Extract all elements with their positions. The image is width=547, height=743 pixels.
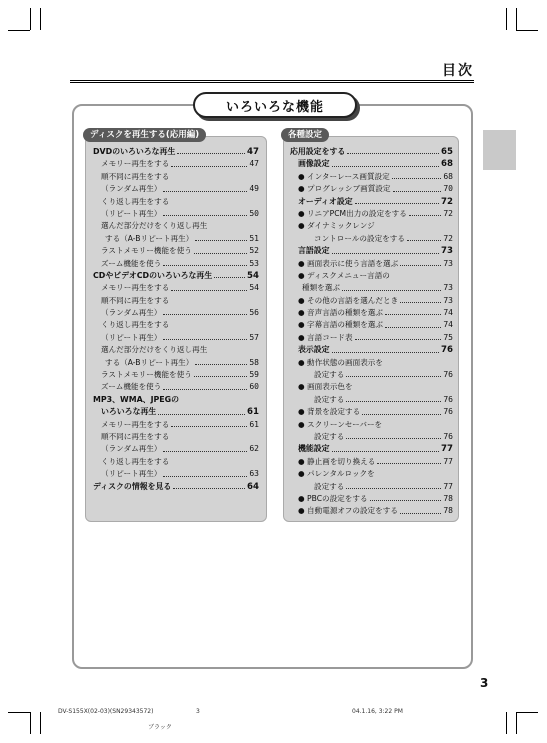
toc-entry-text: 言語設定 bbox=[298, 246, 330, 256]
toc-entry bbox=[290, 357, 453, 369]
toc-leader-dots bbox=[332, 443, 439, 451]
toc-leader-dots bbox=[171, 295, 257, 303]
toc-entry-text: CDやビデオCDのいろいろな再生 bbox=[93, 270, 213, 280]
toc-entry bbox=[93, 406, 259, 418]
crop-mark bbox=[40, 712, 41, 734]
toc-entry-text: ● 字幕言語の種類を選ぶ bbox=[298, 320, 383, 330]
right-section-tag: 各種設定 bbox=[281, 128, 329, 142]
page-number: 3 bbox=[480, 676, 489, 690]
toc-leader-dots bbox=[163, 258, 247, 266]
toc-leader-dots bbox=[194, 369, 248, 377]
toc-entry-page: 77 bbox=[441, 444, 453, 455]
toc-leader-dots bbox=[214, 270, 245, 278]
toc-entry-page: 73 bbox=[443, 295, 453, 305]
toc-entry-page: 52 bbox=[249, 246, 259, 256]
toc-leader-dots bbox=[209, 220, 257, 228]
toc-entry-page: 68 bbox=[441, 159, 453, 170]
toc-entry-page: 76 bbox=[441, 345, 453, 356]
toc-entry bbox=[93, 220, 259, 232]
toc-entry bbox=[290, 208, 453, 220]
toc-leader-dots bbox=[171, 319, 257, 327]
toc-leader-dots bbox=[158, 406, 245, 414]
toc-entry-text: ● 音声言語の種類を選ぶ bbox=[298, 308, 383, 318]
toc-entry-page: 57 bbox=[249, 332, 259, 342]
toc-leader-dots bbox=[195, 357, 247, 365]
toc-entry-text: 表示設定 bbox=[298, 345, 330, 355]
toc-entry-page: 61 bbox=[247, 407, 259, 418]
toc-entry bbox=[290, 319, 453, 331]
toc-leader-dots bbox=[346, 431, 441, 439]
toc-leader-dots bbox=[355, 381, 451, 389]
toc-entry bbox=[290, 146, 453, 158]
footer-sheet: 3 bbox=[196, 708, 200, 715]
toc-entry bbox=[290, 171, 453, 183]
toc-entry-page: 54 bbox=[247, 270, 259, 281]
toc-entry bbox=[93, 295, 259, 307]
toc-entry bbox=[290, 307, 453, 319]
toc-entry-page: 73 bbox=[443, 283, 453, 293]
toc-leader-dots bbox=[171, 431, 257, 439]
toc-entry-text: メモリー再生をする bbox=[101, 283, 170, 293]
toc-entry-page: 62 bbox=[249, 444, 259, 454]
toc-entry-text: ラストメモリー機能を使う bbox=[101, 246, 192, 256]
toc-leader-dots bbox=[163, 443, 247, 451]
toc-leader-dots bbox=[332, 344, 439, 352]
toc-entry-page: 77 bbox=[443, 456, 453, 466]
toc-entry bbox=[290, 369, 453, 381]
toc-leader-dots bbox=[342, 282, 441, 290]
toc-entry bbox=[93, 282, 259, 294]
crop-mark bbox=[506, 8, 507, 30]
toc-entry-page: 70 bbox=[443, 184, 453, 194]
toc-leader-dots bbox=[209, 344, 257, 352]
toc-leader-dots bbox=[393, 183, 442, 191]
toc-leader-dots bbox=[392, 270, 451, 278]
toc-entry-text: くり返し再生をする bbox=[101, 320, 170, 330]
toc-entry-text: ラストメモリー機能を使う bbox=[101, 370, 192, 380]
toc-entry-text: ● ディスクメニュー言語の bbox=[298, 270, 390, 280]
toc-entry bbox=[290, 183, 453, 195]
toc-entry-text: （リピート再生） bbox=[101, 332, 162, 342]
toc-entry bbox=[93, 245, 259, 257]
toc-entry bbox=[290, 419, 453, 431]
toc-entry bbox=[93, 443, 259, 455]
toc-entry-page: 54 bbox=[249, 283, 259, 293]
toc-entry bbox=[290, 282, 453, 294]
toc-entry-page: 60 bbox=[249, 382, 259, 392]
toc-leader-dots bbox=[163, 208, 247, 216]
toc-leader-dots bbox=[400, 295, 441, 303]
toc-entry-page: 56 bbox=[249, 308, 259, 318]
toc-leader-dots bbox=[163, 381, 247, 389]
toc-entry-text: （ランダム再生） bbox=[101, 184, 162, 194]
toc-leader-dots bbox=[195, 233, 247, 241]
toc-entry bbox=[290, 158, 453, 170]
crop-mark bbox=[516, 8, 517, 30]
toc-leader-dots bbox=[377, 456, 441, 464]
toc-entry-page: 73 bbox=[443, 258, 453, 268]
toc-entry bbox=[93, 431, 259, 443]
toc-entry-text: 画像設定 bbox=[298, 159, 330, 169]
toc-entry bbox=[93, 146, 259, 158]
toc-entry-text: ● パレンタルロックを bbox=[298, 469, 375, 479]
footer-file: DV-S155X(02-03)(SN29343572) bbox=[58, 708, 154, 715]
toc-entry-text: （リピート再生） bbox=[101, 208, 162, 218]
toc-entry bbox=[93, 233, 259, 245]
toc-entry bbox=[93, 319, 259, 331]
toc-entry bbox=[93, 369, 259, 381]
toc-entry-page: 76 bbox=[443, 370, 453, 380]
toc-entry-text: コントロールの設定をする bbox=[314, 233, 405, 243]
crop-mark bbox=[8, 712, 30, 713]
toc-entry bbox=[290, 270, 453, 282]
toc-entry bbox=[93, 381, 259, 393]
toc-entry bbox=[290, 406, 453, 418]
toc-leader-dots bbox=[385, 307, 441, 315]
toc-entry-text: くり返し再生をする bbox=[101, 456, 170, 466]
toc-entry-page: 74 bbox=[443, 320, 453, 330]
toc-entry-text: 種類を選ぶ bbox=[302, 283, 340, 293]
footer-date: 04.1.16, 3:22 PM bbox=[352, 708, 403, 715]
toc-entry bbox=[290, 233, 453, 245]
toc-entry bbox=[93, 468, 259, 480]
toc-entry bbox=[290, 443, 453, 455]
toc-leader-dots bbox=[362, 406, 441, 414]
toc-entry-page: 49 bbox=[249, 184, 259, 194]
toc-entry bbox=[93, 394, 259, 406]
toc-entry-page: 78 bbox=[443, 506, 453, 516]
toc-entry bbox=[290, 344, 453, 356]
toc-entry-text: する（A-Bリピート再生） bbox=[105, 233, 194, 243]
toc-leader-dots bbox=[407, 233, 441, 241]
toc-leader-dots bbox=[171, 419, 247, 427]
toc-entry-text: ● 自動電源オフの設定をする bbox=[298, 506, 398, 516]
toc-entry bbox=[290, 493, 453, 505]
toc-leader-dots bbox=[355, 332, 442, 340]
toc-leader-dots bbox=[163, 183, 247, 191]
toc-entry-page: 59 bbox=[249, 370, 259, 380]
toc-leader-dots bbox=[400, 505, 441, 513]
toc-entry-page: 76 bbox=[443, 431, 453, 441]
toc-leader-dots bbox=[181, 394, 257, 402]
toc-entry-text: メモリー再生をする bbox=[101, 419, 170, 429]
toc-leader-dots bbox=[400, 258, 441, 266]
toc-entry bbox=[93, 270, 259, 282]
toc-leader-dots bbox=[177, 146, 245, 154]
toc-entry bbox=[93, 481, 259, 493]
toc-entry-text: ● 静止画を切り換える bbox=[298, 456, 376, 466]
crop-mark bbox=[516, 712, 517, 734]
toc-leader-dots bbox=[346, 369, 441, 377]
toc-entry bbox=[93, 208, 259, 220]
toc-leader-dots bbox=[347, 146, 439, 154]
toc-leader-dots bbox=[346, 394, 441, 402]
toc-entry-page: 53 bbox=[249, 258, 259, 268]
toc-entry bbox=[93, 419, 259, 431]
toc-entry-text: ● PBCの設定をする bbox=[298, 493, 368, 503]
toc-entry bbox=[290, 295, 453, 307]
toc-entry bbox=[93, 258, 259, 270]
toc-entry-page: 58 bbox=[249, 357, 259, 367]
toc-entry-text: メモリー再生をする bbox=[101, 159, 170, 169]
toc-entry bbox=[290, 394, 453, 406]
toc-entry bbox=[93, 332, 259, 344]
section-index-tab bbox=[483, 130, 516, 170]
left-section-tag: ディスクを再生する(応用編) bbox=[83, 128, 206, 142]
toc-entry-page: 61 bbox=[249, 419, 259, 429]
toc-entry-text: DVDのいろいろな再生 bbox=[93, 147, 176, 156]
toc-entry bbox=[290, 431, 453, 443]
toc-leader-dots bbox=[355, 196, 439, 204]
toc-entry-text: （リピート再生） bbox=[101, 469, 162, 479]
toc-entry bbox=[93, 171, 259, 183]
toc-entry-text: 順不同に再生をする bbox=[101, 171, 170, 181]
toc-entry bbox=[290, 468, 453, 480]
toc-entry bbox=[290, 381, 453, 393]
toc-entry bbox=[290, 332, 453, 344]
toc-entry-text: 応用設定をする bbox=[290, 147, 346, 156]
toc-entry-text: ズーム機能を使う bbox=[101, 258, 162, 268]
footer-color: ブラック bbox=[148, 724, 172, 731]
toc-leader-dots bbox=[171, 456, 257, 464]
crop-mark bbox=[40, 8, 41, 30]
toc-leader-dots bbox=[332, 158, 439, 166]
toc-entry-page: 72 bbox=[443, 233, 453, 243]
toc-entry-text: ● インターレース画質設定 bbox=[298, 171, 390, 181]
toc-entry-text: くり返し再生をする bbox=[101, 196, 170, 206]
toc-leader-dots bbox=[171, 158, 247, 166]
toc-leader-dots bbox=[370, 493, 442, 501]
toc-leader-dots bbox=[173, 481, 245, 489]
toc-entry-text: 順不同に再生をする bbox=[101, 295, 170, 305]
crop-mark bbox=[506, 712, 507, 734]
toc-entry-text: 設定する bbox=[314, 394, 345, 404]
toc-entry-text: ● 画面表示色を bbox=[298, 382, 353, 392]
page-title: 目次 bbox=[442, 63, 474, 79]
crop-mark bbox=[516, 30, 538, 31]
toc-leader-dots bbox=[392, 171, 442, 179]
toc-entry-page: 76 bbox=[443, 407, 453, 417]
toc-entry bbox=[290, 258, 453, 270]
toc-leader-dots bbox=[346, 481, 441, 489]
toc-entry-text: ● 画面表示に使う言語を選ぶ bbox=[298, 258, 399, 268]
toc-entry bbox=[93, 196, 259, 208]
toc-entry-page: 63 bbox=[249, 469, 259, 479]
crop-mark bbox=[30, 712, 31, 734]
toc-leader-dots bbox=[377, 220, 451, 228]
toc-entry bbox=[290, 196, 453, 208]
toc-entry-page: 51 bbox=[249, 233, 259, 243]
toc-entry-text: ● 動作状態の画面表示を bbox=[298, 357, 383, 367]
toc-leader-dots bbox=[171, 282, 247, 290]
toc-entry-text: ● 言語コード表 bbox=[298, 332, 353, 342]
toc-entry-text: ディスクの情報を見る bbox=[93, 481, 172, 491]
toc-leader-dots bbox=[163, 332, 247, 340]
header-rule bbox=[70, 80, 474, 83]
toc-entry-text: する（A-Bリピート再生） bbox=[105, 357, 194, 367]
toc-leader-dots bbox=[194, 245, 248, 253]
crop-mark bbox=[8, 30, 30, 31]
toc-entry bbox=[290, 505, 453, 517]
toc-entry-text: 設定する bbox=[314, 481, 345, 491]
toc-entry-page: 50 bbox=[249, 208, 259, 218]
toc-entry bbox=[93, 357, 259, 369]
toc-entry bbox=[290, 220, 453, 232]
toc-entry bbox=[93, 307, 259, 319]
right-toc-list bbox=[290, 146, 453, 518]
toc-entry bbox=[93, 158, 259, 170]
toc-entry-text: 順不同に再生をする bbox=[101, 431, 170, 441]
toc-entry-page: 72 bbox=[443, 208, 453, 218]
toc-entry bbox=[290, 456, 453, 468]
toc-entry-text: MP3、WMA、JPEGの bbox=[93, 394, 180, 404]
toc-entry-text: 設定する bbox=[314, 431, 345, 441]
toc-entry-text: ● スクリーンセーバーを bbox=[298, 419, 383, 429]
toc-leader-dots bbox=[332, 245, 439, 253]
toc-leader-dots bbox=[409, 208, 442, 216]
toc-entry-page: 47 bbox=[247, 147, 259, 157]
toc-entry-text: オーディオ設定 bbox=[298, 196, 353, 206]
toc-entry-page: 65 bbox=[441, 147, 453, 157]
section-banner: いろいろな機能 bbox=[193, 92, 357, 118]
toc-leader-dots bbox=[163, 468, 247, 476]
crop-mark bbox=[30, 8, 31, 30]
toc-entry-text: ● その他の言語を選んだとき bbox=[298, 295, 399, 305]
toc-entry bbox=[93, 344, 259, 356]
toc-entry-text: ● ダイナミックレンジ bbox=[298, 221, 375, 231]
toc-entry bbox=[93, 183, 259, 195]
toc-entry-text: （ランダム再生） bbox=[101, 308, 162, 318]
toc-entry-page: 74 bbox=[443, 308, 453, 318]
toc-leader-dots bbox=[384, 419, 451, 427]
toc-entry-text: （ランダム再生） bbox=[101, 444, 162, 454]
toc-entry-page: 68 bbox=[443, 171, 453, 181]
toc-entry bbox=[93, 456, 259, 468]
toc-leader-dots bbox=[377, 468, 451, 476]
toc-entry-page: 77 bbox=[443, 481, 453, 491]
toc-leader-dots bbox=[171, 196, 257, 204]
toc-leader-dots bbox=[385, 357, 451, 365]
toc-entry-page: 78 bbox=[443, 493, 453, 503]
toc-entry-text: ● プログレッシブ画質設定 bbox=[298, 184, 391, 194]
toc-leader-dots bbox=[163, 307, 247, 315]
toc-entry bbox=[290, 481, 453, 493]
toc-entry-text: 選んだ部分だけをくり返し再生 bbox=[101, 345, 208, 355]
toc-entry-page: 76 bbox=[443, 394, 453, 404]
toc-entry-text: 設定する bbox=[314, 370, 345, 380]
crop-mark bbox=[516, 712, 538, 713]
toc-entry-page: 47 bbox=[249, 159, 259, 169]
toc-entry-page: 64 bbox=[247, 481, 259, 492]
toc-entry-text: ● リニアPCM出力の設定をする bbox=[298, 208, 407, 218]
toc-entry-text: ズーム機能を使う bbox=[101, 382, 162, 392]
toc-entry-text: いろいろな再生 bbox=[101, 407, 157, 417]
toc-entry-text: 選んだ部分だけをくり返し再生 bbox=[101, 221, 208, 231]
toc-entry-page: 75 bbox=[443, 332, 453, 342]
toc-entry bbox=[290, 245, 453, 257]
toc-entry-page: 73 bbox=[441, 246, 453, 257]
toc-leader-dots bbox=[385, 319, 441, 327]
toc-entry-text: ● 背景を設定する bbox=[298, 407, 361, 417]
left-toc-list bbox=[93, 146, 259, 493]
toc-leader-dots bbox=[171, 171, 257, 179]
toc-entry-text: 機能設定 bbox=[298, 444, 330, 454]
toc-entry-page: 72 bbox=[441, 196, 453, 207]
